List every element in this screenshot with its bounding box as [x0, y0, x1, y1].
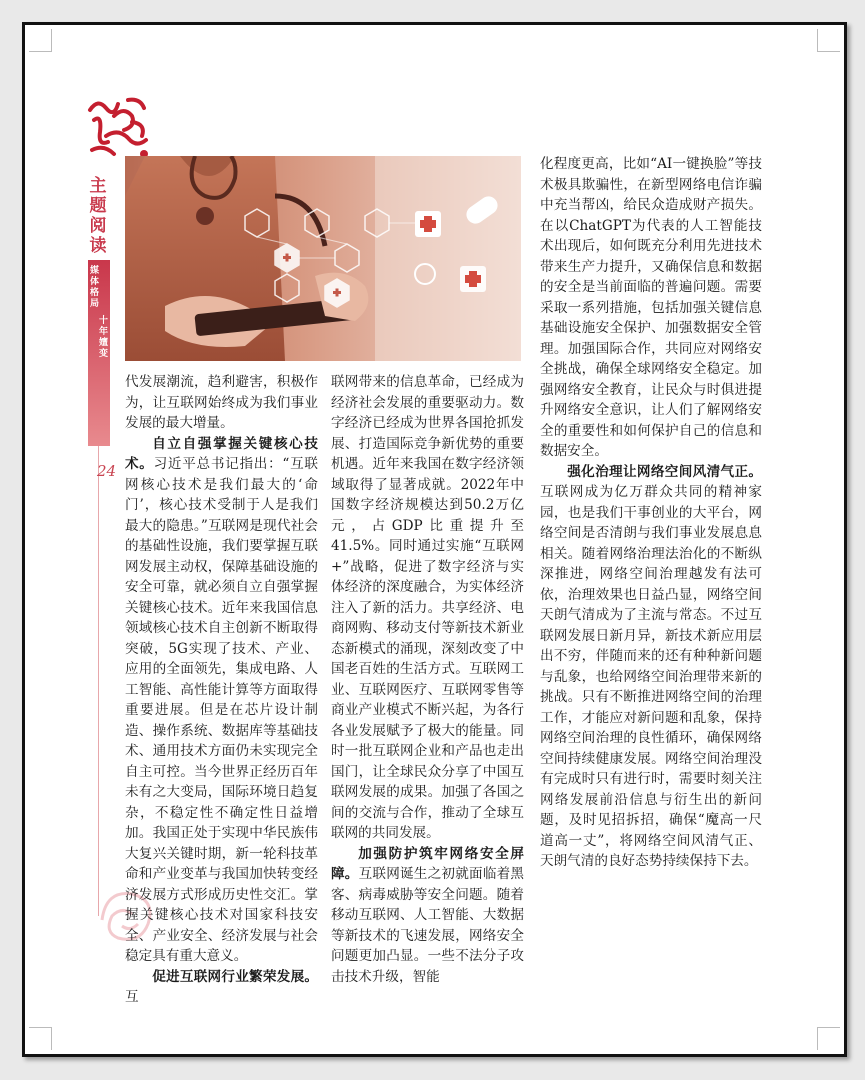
- section-subtitle-1: 媒体格局: [90, 266, 100, 309]
- paragraph-heading: 强化治理让网络空间风清气正。: [567, 463, 762, 480]
- paragraph-heading: 加强防护筑牢网络安全屏障。: [331, 845, 524, 882]
- crop-mark: [29, 1027, 52, 1050]
- hero-image: [125, 156, 521, 361]
- paragraph: 化程度更高，比如“AI一键换脸”等技术极具欺骗性，在新型网络电信诈骗中充当帮凶，给民众造成财产损失。在以ChatGPT为代表的人工智能技术出现后，如何既充分利用先进技术带来生产力提升，又确保信息和数据的安全是当前面临的普遍问题。需要采取一系列措施，包括加强关键信息基础设施安全保护、加强数据安全管理。加强国际合作，共同应对网络安全挑战，确保全球网络安全稳定。加强网络安全教育，让民众与时俱进提升网络安全意识，让人们了解网络安全的重要性和如何保护自己的信息和数据安全。: [540, 156, 762, 459]
- text-column-1: [125, 372, 318, 1008]
- crop-mark: [29, 29, 52, 52]
- text-column-3: [540, 154, 762, 872]
- paragraph-body: 互联网成为亿万群众共同的精神家园，也是我们干事创业的大平台，网络空间是否清朗与我们事业发展息息相关。随着网络治理法治化的不断纵深推进，网络空间治理越发有法可依，治理效果也日益凸显，网络空间天朗气清成为了主流与常态。不过互联网发展日新月异，新技术新应用层出不穷，伴随而来的还有种种新问题与乱象，也给网络空间治理带来新的挑战。只有不断推进网络空间的治理工作，才能应对新问题和乱象，保持网络空间治理的良性循环，确保网络空间持续健康发展。网络空间治理没有完成时只有进行时，需要时刻关注网络发展前沿信息与衍生出的新问题，及时见招拆招，确保“魔高一尺道高一丈”，将网络空间风清气正、天朗气清的良好态势持续保持下去。: [540, 484, 762, 869]
- section-subtitle-2: 十年嬗变: [99, 316, 109, 359]
- paragraph-heading: 自立自强掌握关键核心技术。: [125, 435, 318, 472]
- paragraph: 联网带来的信息革命，已经成为经济社会发展的重要驱动力。数字经济已经成为世界各国抢抓发展、打造国际竞争新优势的重要机遇。近年来我国在数字经济领域取得了显著成就。2022年中国数字经济规模达到50.2万亿元，占GDP比重提升至41.5%。同时通过实施“互联网+”战略，促进了数字经济与实体经济的深度融合，为实体经济注入了新的活力。共享经济、电商网购、移动支付等新技术新业态新模式的涌现，深刻改变了中国老百姓的生活方式。互联网工业、互联网医疗、互联网零售等商业产业模式不断兴起，为各行各业发展赋予了极大的能量。同时一批互联网企业和产品也走出国门，让全球民众分享了中国互联网发展的成果。加强了各国之间的交流与合作，推动了全球互联网的共同发展。: [331, 374, 524, 841]
- section-title: 主题阅读: [89, 176, 107, 256]
- crop-mark: [817, 1027, 840, 1050]
- paragraph: [331, 844, 524, 988]
- paragraph-body: 习近平总书记指出：“互联网核心技术是我们最大的‘命门’，核心技术受制于人是我们最大的隐患。”互联网是现代社会的基础性设施，我们要掌握互联网发展主动权，保障基础设施的安全可靠，就必须自立自强掌握关键核心技术。近年来我国信息领域核心技术自主创新不断取得突破，5G实现了技术、产业、应用的全面领先，集成电路、人工智能、高性能计算等方面取得重要进展。但是在芯片设计制造、操作系统、数据库等基础技术、通用技术方面仍未实现完全自主可控。当今世界正经历百年未有之大变局，国际环境日趋复杂，不稳定性不确定性日益增加。我国正处于实现中华民族伟大复兴关键时期，新一轮科技革命和产业变革与我国加快转变经济发展方式形成历史性交汇。掌握关键核心技术对国家科技安全、产业安全、经济发展与社会稳定具有重大意义。: [125, 456, 318, 964]
- page-number: 24: [97, 462, 117, 480]
- section-tag: [88, 260, 110, 446]
- magazine-logo: [84, 92, 154, 162]
- side-rule: [98, 446, 99, 916]
- paragraph: [125, 434, 318, 967]
- paragraph-body: 互联网诞生之初就面临着黑客、病毒威胁等安全问题。随着移动互联网、人工智能、大数据等新技术的飞速发展，网络安全问题更加凸显。一些不法分子攻击技术升级，智能: [331, 866, 525, 985]
- paragraph: [540, 462, 762, 872]
- text-column-2: [331, 372, 524, 987]
- crop-mark: [817, 29, 840, 52]
- paragraph-heading: 促进互联网行业繁荣发展。: [152, 968, 318, 985]
- paragraph: [125, 967, 318, 1008]
- paragraph: 代发展潮流，趋利避害，积极作为，让互联网始终成为我们事业发展的最大增量。: [125, 374, 318, 431]
- paragraph-body: 互: [125, 989, 139, 1005]
